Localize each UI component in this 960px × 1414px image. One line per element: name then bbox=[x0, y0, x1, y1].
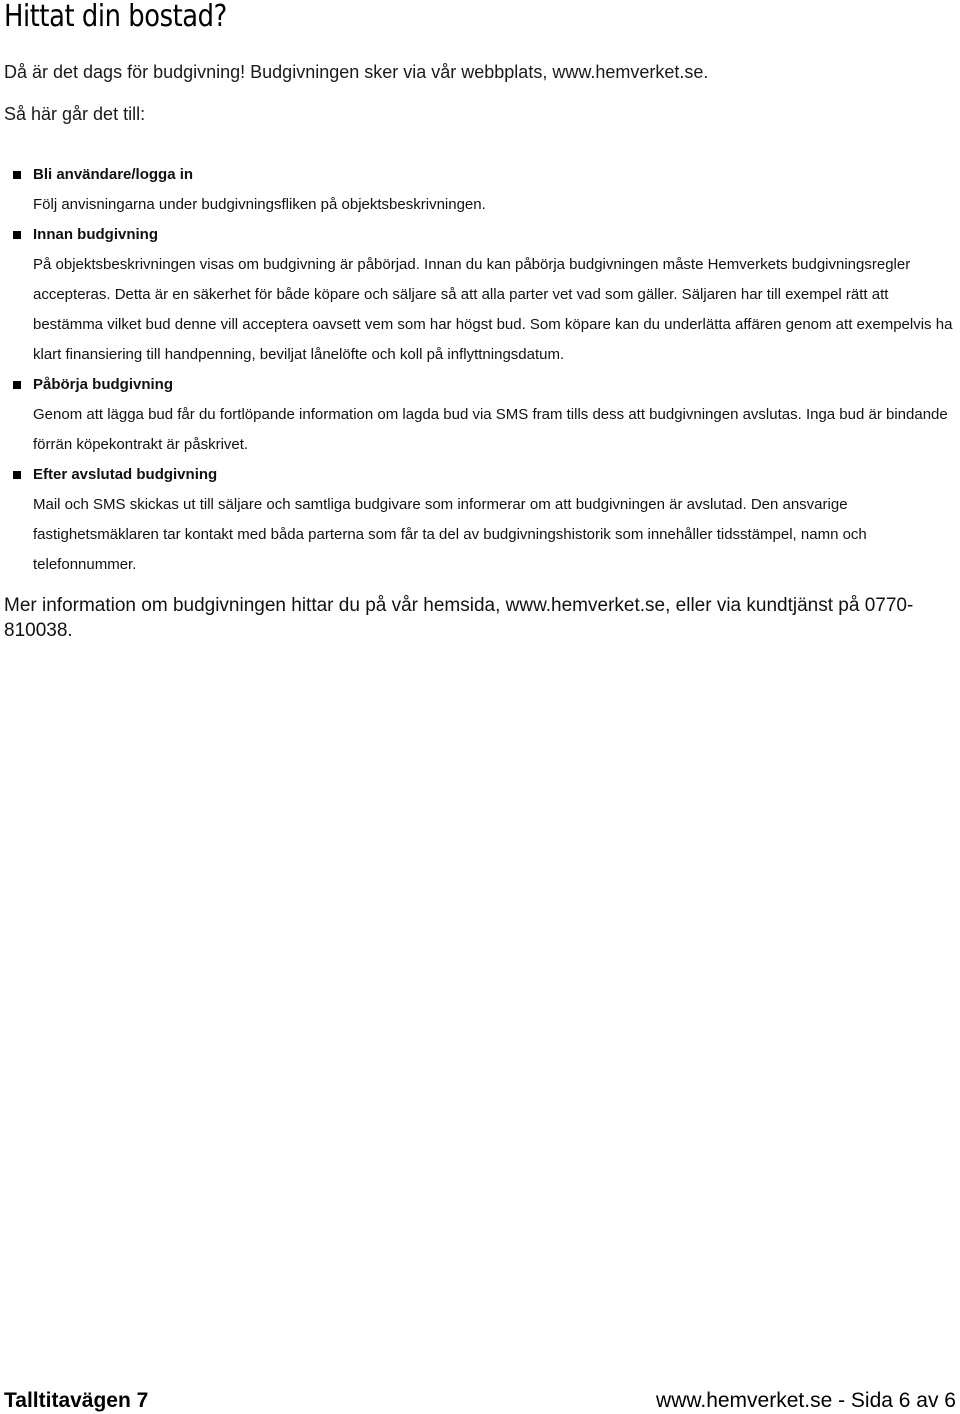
square-bullet-icon bbox=[13, 471, 21, 479]
square-bullet-icon bbox=[13, 381, 21, 389]
square-bullet-icon bbox=[13, 231, 21, 239]
step-title: Efter avslutad budgivning bbox=[33, 466, 218, 483]
step-title: Påbörja budgivning bbox=[33, 376, 174, 393]
list-item bbox=[0, 220, 960, 370]
page-heading: Hittat din bostad? bbox=[4, 0, 227, 34]
step-body: Mail och SMS skickas ut till säljare och samtliga budgivare som informerar om att budgivningen är avslutad. Den ansvarige fastighetsmäklaren tar kontakt med båda parterna som får ta del av budgivningshistorik som innehåller tidsstämpel, namn och telefonnummer. bbox=[33, 496, 867, 573]
step-title: Bli användare/logga in bbox=[33, 166, 194, 183]
list-item bbox=[0, 460, 960, 580]
step-body: På objektsbeskrivningen visas om budgivning är påbörjad. Innan du kan påbörja budgivningen måste Hemverkets budgivningsregler accepteras. Detta är en säkerhet för både köpare och säljare så att alla parter vet vad som gäller. Säljaren har till exempel rätt att bestämma vilket bud denne vill acceptera oavsett vem som har högst bud. Som köpare kan du underlätta affären genom att exempelvis ha klart finansiering till handpenning, beviljat lånelöfte och koll på inflyttningsdatum. bbox=[33, 256, 953, 363]
footer-address: Talltitavägen 7 bbox=[4, 1389, 149, 1412]
footer-page-info: www.hemverket.se - Sida 6 av 6 bbox=[656, 1389, 956, 1412]
step-title: Innan budgivning bbox=[33, 226, 158, 243]
list-item bbox=[0, 370, 960, 460]
more-info-text: Mer information om budgivningen hittar du på vår hemsida, www.hemverket.se, eller via kundtjänst på 0770-810038. bbox=[4, 595, 914, 641]
step-body: Genom att lägga bud får du fortlöpande information om lagda bud via SMS fram tills dess att budgivningen avslutas. Inga bud är bindande förrän köpekontrakt är påskrivet. bbox=[33, 406, 948, 453]
square-bullet-icon bbox=[13, 171, 21, 179]
intro-subheading: Så här går det till: bbox=[4, 104, 146, 124]
intro-text: Då är det dags för budgivning! Budgivningen sker via vår webbplats, www.hemverket.se. bbox=[4, 62, 709, 82]
step-body: Följ anvisningarna under budgivningsfliken på objektsbeskrivningen. bbox=[33, 196, 486, 213]
steps-list bbox=[0, 160, 960, 580]
list-item bbox=[0, 160, 960, 220]
